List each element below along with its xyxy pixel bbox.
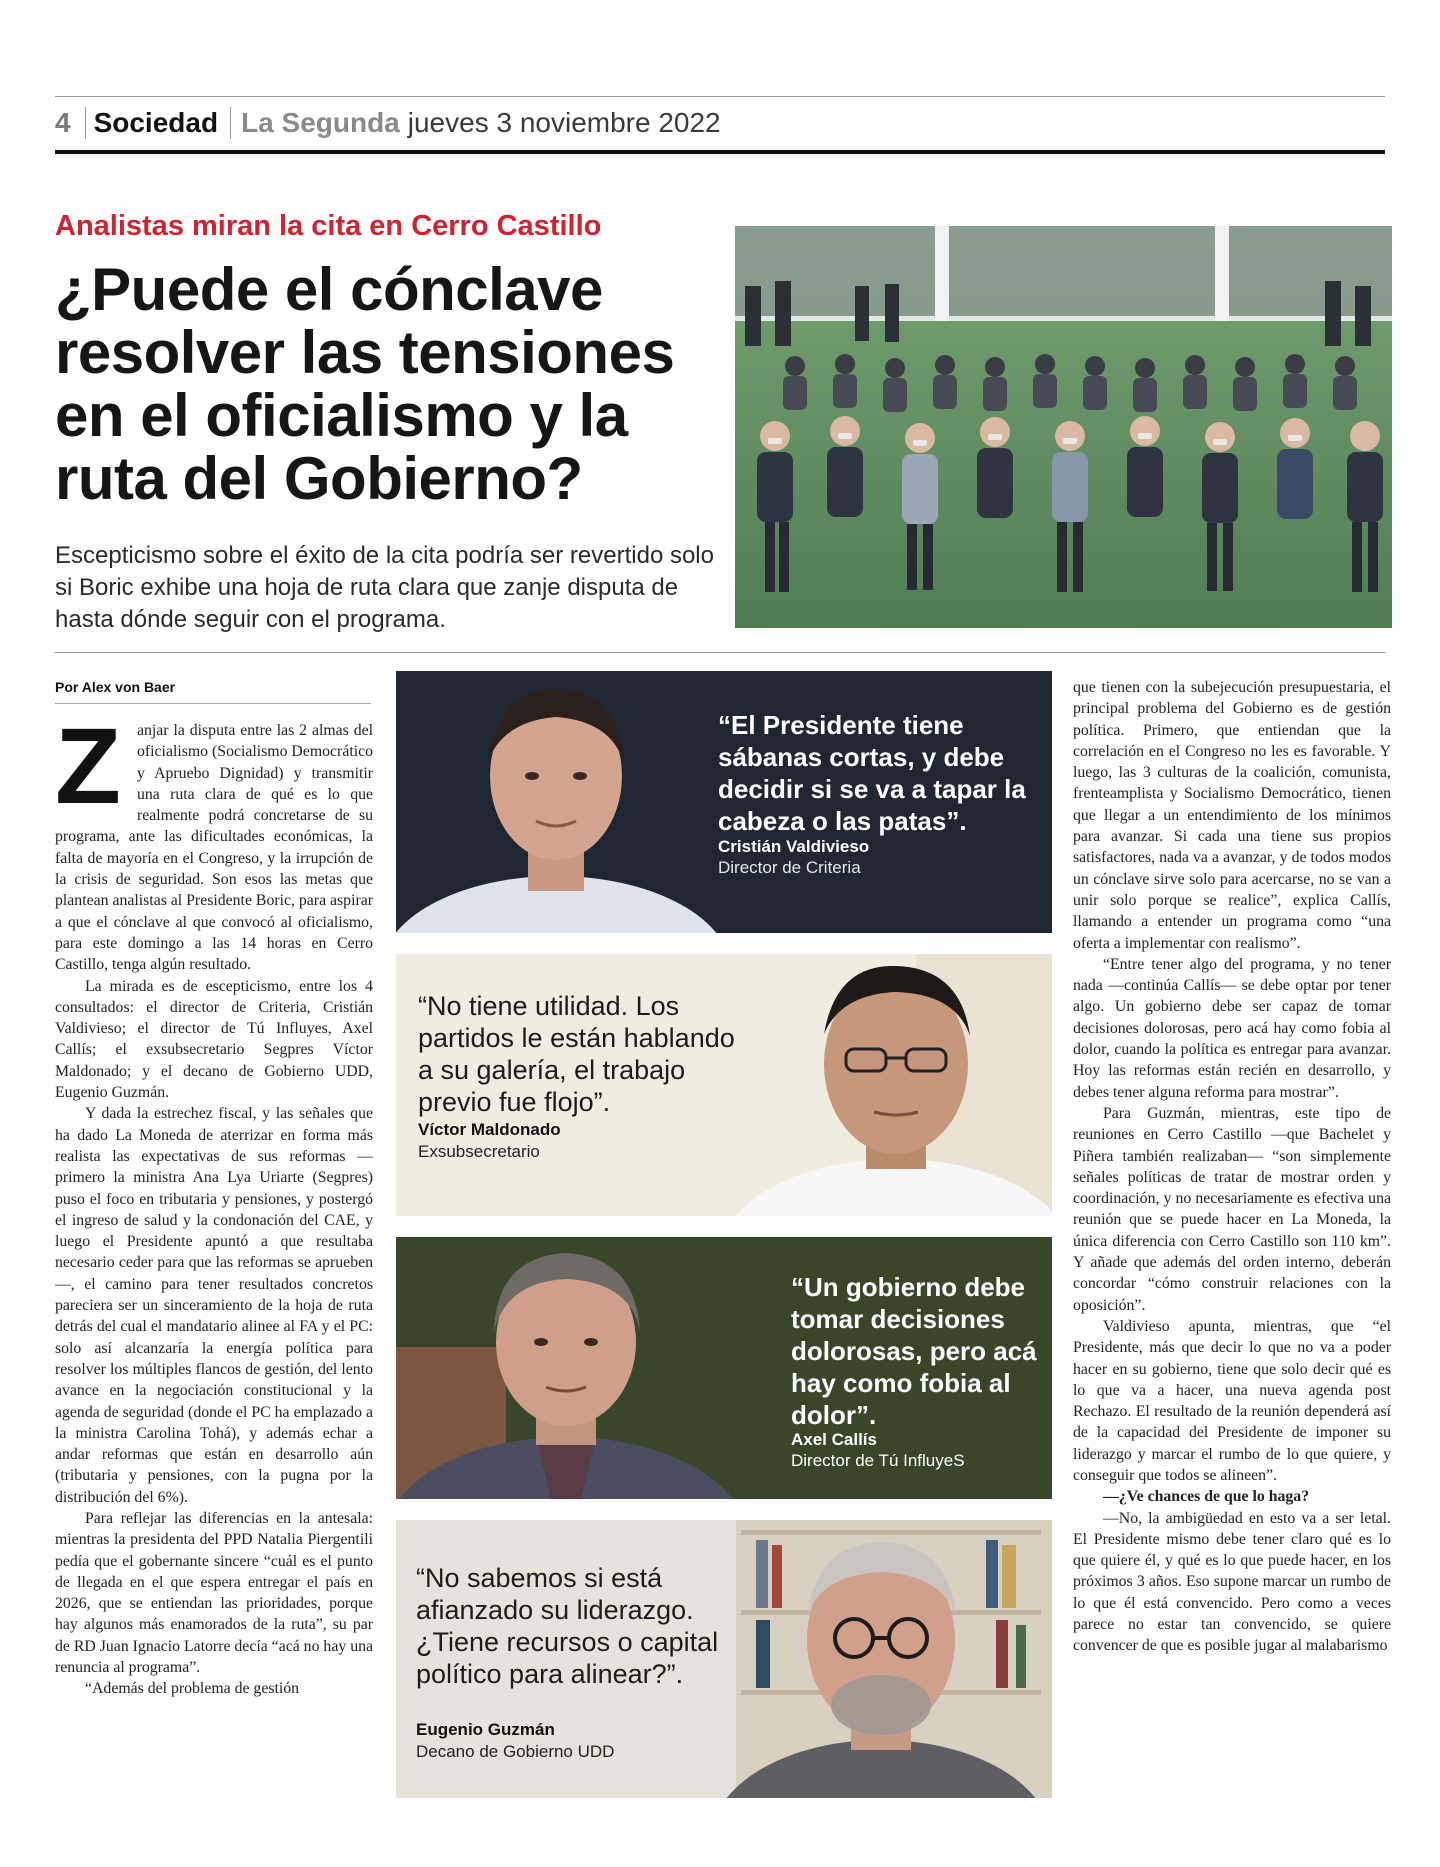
quote-author-role: Exsubsecretario bbox=[418, 1142, 540, 1161]
quote-text: “No sabemos si está afianzado su liderazgo. ¿Tiene recursos o capital político para alinear?”. bbox=[416, 1563, 719, 1689]
article-kicker: Analistas miran la cita en Cerro Castillo bbox=[55, 210, 602, 242]
quote-card-maldonado bbox=[396, 954, 1052, 1216]
issue-date: jueves 3 noviembre 2022 bbox=[407, 107, 721, 138]
quote-card-callis bbox=[396, 1237, 1052, 1499]
article-body-left bbox=[55, 720, 373, 1800]
drop-cap: Z bbox=[55, 720, 121, 826]
quote-author: Eugenio Guzmán bbox=[416, 1720, 555, 1739]
article-body-right bbox=[1073, 677, 1391, 1837]
byline: Por Alex von Baer bbox=[55, 679, 371, 704]
header-bottom-rule bbox=[55, 150, 1385, 154]
quote-card-guzman bbox=[396, 1520, 1052, 1798]
header-top-rule bbox=[55, 96, 1385, 97]
quote-author-role: Director de Criteria bbox=[718, 858, 861, 877]
header-divider bbox=[230, 107, 231, 139]
quote-author: Cristián Valdivieso bbox=[718, 837, 870, 856]
quote-card-valdivieso bbox=[396, 671, 1052, 933]
article-deck: Escepticismo sobre el éxito de la cita podría ser revertido solo si Boric exhibe una hoja de ruta clara que zanje disputa de hasta dónde seguir con el programa. bbox=[55, 542, 714, 633]
newspaper-name: La Segunda bbox=[241, 107, 400, 138]
page-number: 4 bbox=[55, 107, 71, 138]
quote-text: “El Presidente tiene sábanas cortas, y debe decidir si se va a tapar la cabeza o las patas”. bbox=[718, 710, 1026, 836]
body-paragraph: La mirada es de escepticismo, entre los 4 consultados: el director de Criteria, Cristián Valdivieso; el director de Tú Influyes, Axel Callís; el exsubsecretario Segpres Víctor Maldonado; y el decano de Gobierno UDD, Eugenio Guzmán. bbox=[55, 977, 373, 1102]
quote-author-role: Decano de Gobierno UDD bbox=[416, 1742, 615, 1761]
body-paragraph bbox=[55, 720, 373, 976]
quote-text: “No tiene utilidad. Los partidos le están hablando a su galería, el trabajo previo fue flojo”. bbox=[418, 991, 735, 1117]
quote-text: “Un gobierno debe tomar decisiones dolorosas, pero acá hay como fobia al dolor”. bbox=[791, 1272, 1037, 1430]
audience-illustration bbox=[735, 226, 1392, 628]
article-headline: ¿Puede el cónclave resolver las tensiones en el oficialismo y la ruta del Gobierno? bbox=[55, 256, 675, 512]
main-photo-conclave-audience bbox=[735, 226, 1392, 628]
quote-author: Axel Callís bbox=[791, 1430, 877, 1449]
header-divider bbox=[85, 107, 86, 139]
body-paragraph: Valdivieso apunta, mientras, que “el Presidente, más que decir lo que no va a poder hacer en su gobierno, tiene que solo decir qué es lo que va a hacer, una nueva agenda post Rechazo. El resultado de la reunión dependerá así de la capacidad del Presidente de imponer su liderazgo y marcar el rumbo de lo que quiere, y conseguir que todos se alineen”. bbox=[1073, 1317, 1391, 1484]
interview-question: —¿Ve chances de que lo haga? bbox=[1103, 1488, 1310, 1506]
body-paragraph: Para Guzmán, mientras, este tipo de reuniones en Cerro Castillo —que Bachelet y Piñera también realizaban— “son simplemente señales políticas de tratar de mostrar orden y coordinación, y no necesariamente es efectiva una reunión que se puede hacer en La Moneda, la única diferencia con Cerro Castillo son 110 km”. Y añade que además del orden interno, deberán concordar “cómo construir relaciones con la oposición”. bbox=[1073, 1104, 1391, 1314]
quote-author: Víctor Maldonado bbox=[418, 1120, 561, 1139]
quote-author-role: Director de Tú InfluyeS bbox=[791, 1451, 965, 1470]
page-header bbox=[55, 100, 721, 146]
body-paragraph: —No, la ambigüedad en esto va a ser letal. El Presidente mismo debe tener claro qué es lo que quiere él, y qué es lo que puede hacer, en los próximos 3 años. Eso supone marcar un rumbo de lo que él está convencido. Pero como a veces parece no estar tan convencido, se quiere convencer de que es posible jugar al malabarismo bbox=[1073, 1509, 1391, 1655]
body-paragraph: Para reflejar las diferencias en la antesala: mientras la presidenta del PPD Natalia Piergentili pedía que el gobernante sincere “cuál es el punto de llegada en el que espera entregar el país en 2026, que se entiendan las prioridades, porque hay algunos más enamorados de la ruta”, su par de RD Juan Ignacio Latorre decía “acá no hay una renuncia al programa”. bbox=[55, 1509, 373, 1677]
paragraph-text: anjar la disputa entre las 2 almas del oficialismo (Socialismo Democrático y Apruebo Dignidad) y transmitir una ruta clara de qué es lo que realmente podrá concretarse de su programa, ante las dificultades económicas, la falta de mayoría en el Congreso, y la irrupción de la crisis de seguridad. Son esos las metas que plantean analistas al Presidente Boric, para aspirar a que el cónclave al que convocó al oficialismo, para este domingo a las 14 horas en Cerro Castillo, tenga algún resultado. bbox=[55, 722, 373, 974]
body-paragraph: “Además del problema de gestión bbox=[85, 1680, 300, 1698]
body-paragraph: Y dada la estrechez fiscal, y las señales que ha dado La Moneda de aterrizar en forma más realista las expectativas de sus reformas —primero la ministra Ana Lya Uriarte (Segpres) puso el foco en tributaria y pensiones, y postergó el ingreso de salud y la condonación del CAE, y luego el Presidente apuntó a que resultaba necesario ceder para que las reformas se aprueben—, el camino para tener resultados concretos pareciera ser un sinceramiento de la hoja de ruta detrás del cual el mandatario alinee al FA y el PC: solo así alcanzaría la energía política para resolver los múltiples flancos de gestión, del lento avance en la negociación constitucional y la agenda de seguridad (donde el PC ha emplazado a la ministra Carolina Tohá), y además echar a andar reformas que están en desarrollo aún (tributaria y pensiones, con la pugna por la distribución del 6%). bbox=[55, 1105, 373, 1506]
body-paragraph: que tienen con la subejecución presupuestaria, el principal problema del Gobierno es de gestión política. Primero, que entiendan que la correlación en el Congreso no les es favorable. Y luego, las 3 culturas de la coalición, comunista, frenteamplista y Socialismo Democrático, tienen que llegar a un entendimiento de los mínimos para avanzar. Si cada una tiene sus propios satisfactores, nada va a avanzar, y de todos modos un cónclave sirve solo para acercarse, no se van a unir solo porque se realice”, explica Callís, llamando a entender un programa como “una oferta a implementar con realismo”. bbox=[1073, 679, 1391, 952]
section-name: Sociedad bbox=[93, 107, 219, 138]
section-divider bbox=[55, 652, 1385, 653]
body-paragraph: “Entre tener algo del programa, y no tener nada —continúa Callís— se debe optar por tener algo. Un gobierno debe ser capaz de tomar decisiones dolorosas, pero acá hay como fobia al dolor, cuando la política es entregar para avanzar. Hoy las reformas están recién en desarrollo, y debes tener alguna reforma para mostrar”. bbox=[1073, 955, 1391, 1101]
